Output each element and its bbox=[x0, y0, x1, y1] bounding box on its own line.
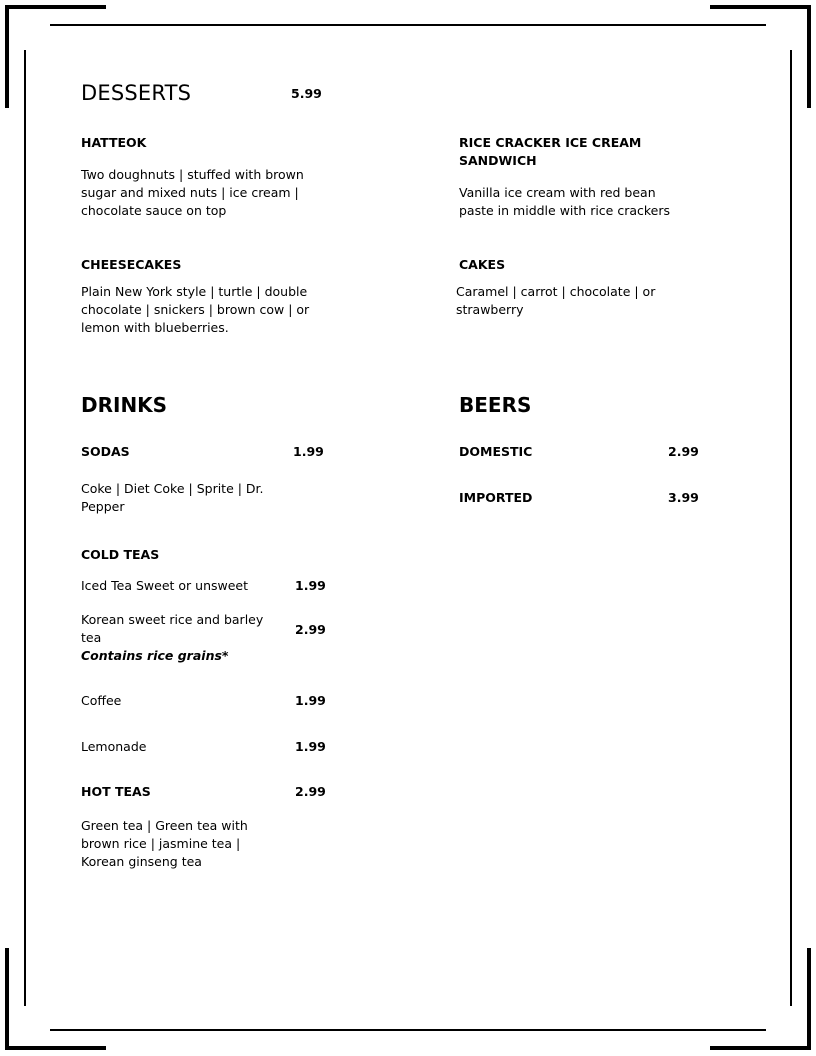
sodas-price: 1.99 bbox=[293, 444, 324, 459]
korean-tea-price: 2.99 bbox=[295, 622, 326, 637]
corner-top-left-v bbox=[5, 5, 9, 108]
cheesecakes-name: CHEESECAKES bbox=[81, 257, 182, 272]
sodas-description: Coke | Diet Coke | Sprite | Dr. Pepper bbox=[81, 481, 264, 514]
hot-teas-name: HOT TEAS bbox=[81, 784, 151, 799]
rice-cracker-description: Vanilla ice cream with red bean paste in middle with rice crackers bbox=[459, 185, 671, 218]
corner-bottom-left-h bbox=[5, 1046, 106, 1050]
domestic-price: 2.99 bbox=[668, 444, 699, 459]
iced-tea-price: 1.99 bbox=[295, 578, 326, 593]
cakes-name: CAKES bbox=[459, 257, 506, 272]
border-bottom bbox=[50, 1029, 766, 1031]
hot-teas-price: 2.99 bbox=[295, 784, 326, 799]
desserts-price: 5.99 bbox=[291, 86, 322, 101]
beers-title: BEERS bbox=[459, 393, 532, 417]
corner-top-right-h bbox=[710, 5, 811, 9]
border-right bbox=[790, 50, 792, 1006]
rice-cracker-name: RICE CRACKER ICE CREAM SANDWICH bbox=[459, 135, 642, 168]
sodas-name: SODAS bbox=[81, 444, 130, 459]
cakes-description: Caramel | carrot | chocolate | or strawberry bbox=[456, 284, 656, 317]
korean-tea-label: Korean sweet rice and barley tea bbox=[81, 612, 264, 645]
imported-name: IMPORTED bbox=[459, 490, 533, 505]
border-top bbox=[50, 24, 766, 26]
coffee-price: 1.99 bbox=[295, 693, 326, 708]
desserts-title: DESSERTS bbox=[81, 81, 192, 105]
corner-bottom-right-v bbox=[807, 948, 811, 1050]
corner-bottom-right-h bbox=[710, 1046, 811, 1050]
hatteok-name: HATTEOK bbox=[81, 135, 147, 150]
cold-teas-name: COLD TEAS bbox=[81, 547, 160, 562]
imported-price: 3.99 bbox=[668, 490, 699, 505]
hatteok-description: Two doughnuts | stuffed with brown sugar and mixed nuts | ice cream | chocolate sauce on top bbox=[81, 167, 304, 218]
korean-tea-note: Contains rice grains* bbox=[81, 648, 229, 663]
corner-top-left-h bbox=[5, 5, 106, 9]
lemonade-label: Lemonade bbox=[81, 739, 147, 754]
coffee-label: Coffee bbox=[81, 693, 122, 708]
lemonade-price: 1.99 bbox=[295, 739, 326, 754]
drinks-title: DRINKS bbox=[81, 393, 168, 417]
hot-teas-description: Green tea | Green tea with brown rice | jasmine tea | Korean ginseng tea bbox=[81, 818, 248, 869]
corner-top-right-v bbox=[807, 5, 811, 108]
cheesecakes-description: Plain New York style | turtle | double chocolate | snickers | brown cow | or lemon with blueberries. bbox=[81, 284, 310, 335]
corner-bottom-left-v bbox=[5, 948, 9, 1050]
border-left bbox=[24, 50, 26, 1006]
iced-tea-label: Iced Tea Sweet or unsweet bbox=[81, 578, 249, 593]
domestic-name: DOMESTIC bbox=[459, 444, 533, 459]
